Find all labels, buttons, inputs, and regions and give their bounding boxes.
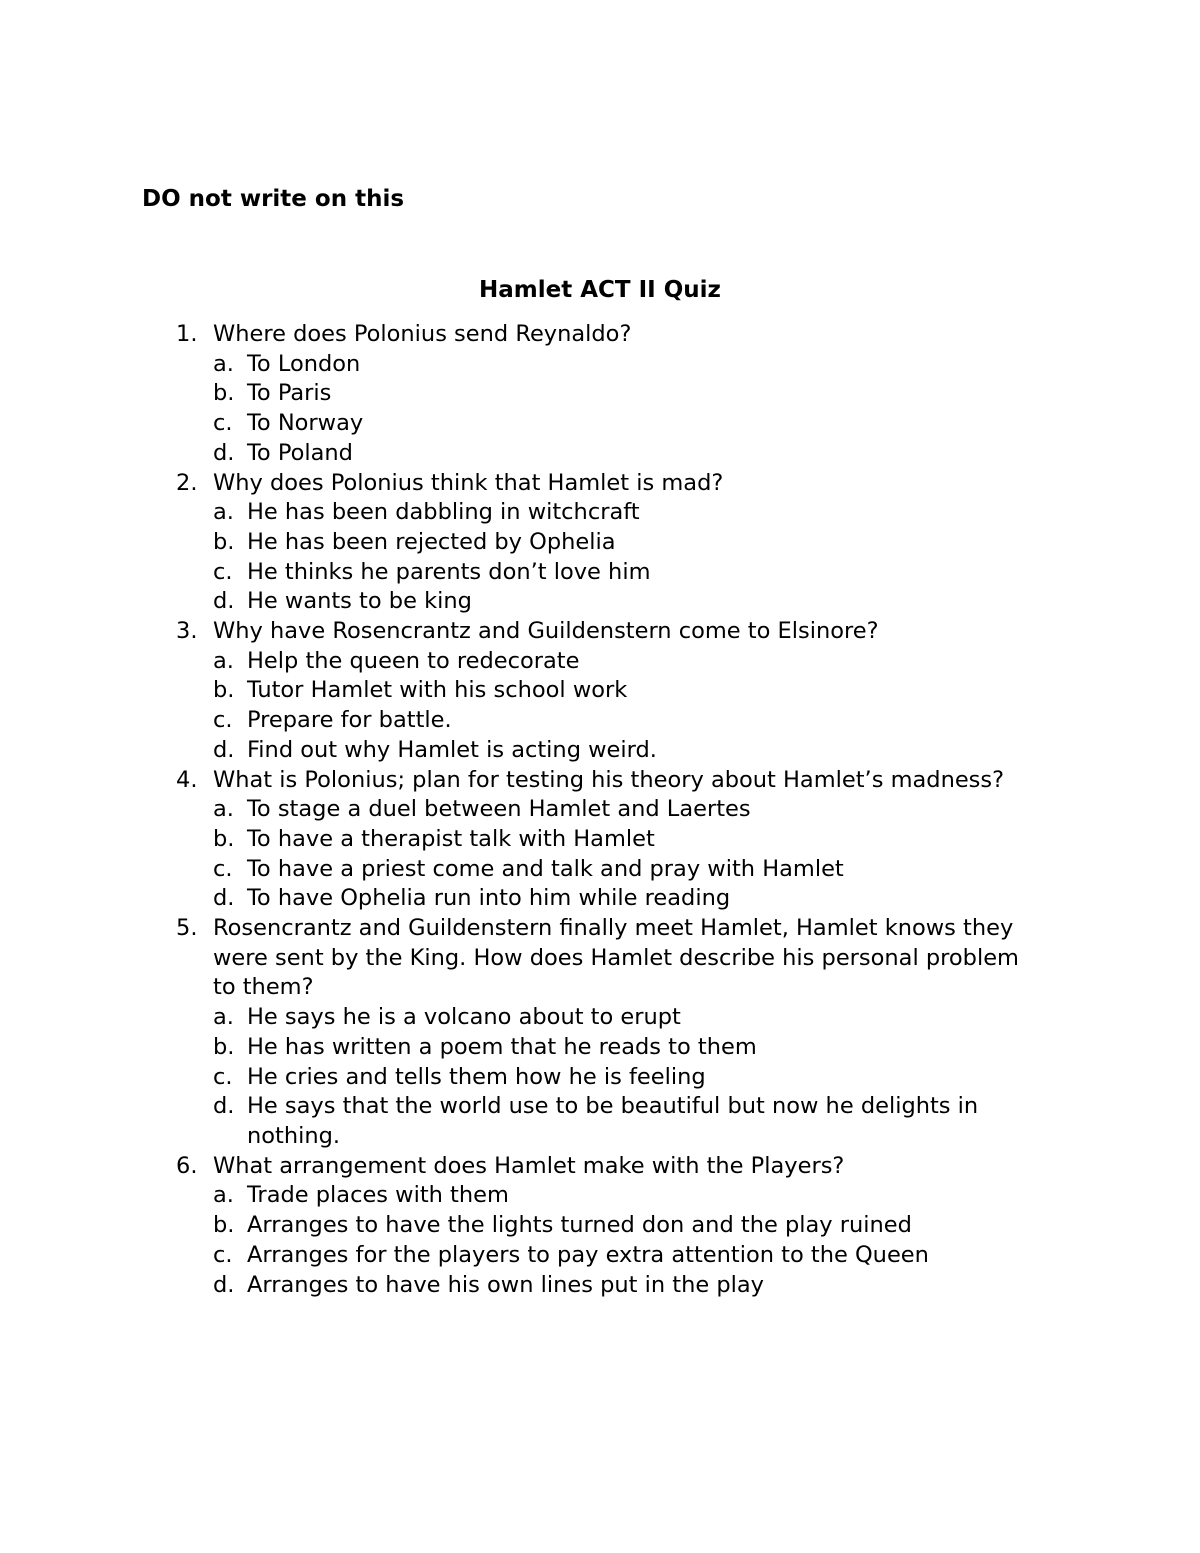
option-letter: b. — [213, 825, 235, 852]
question-row — [0, 766, 1200, 796]
option-letter: d. — [213, 885, 235, 912]
option-letter: b. — [213, 1033, 235, 1060]
option-text: To have Ophelia run into him while reading — [247, 885, 731, 912]
question-number: 5. — [176, 915, 198, 942]
option-text: To have a priest come and talk and pray with Hamlet — [247, 855, 844, 882]
question-item — [0, 617, 1200, 766]
question-number: 4. — [176, 766, 198, 793]
option-text: Arranges to have the lights turned don and the play ruined — [247, 1212, 912, 1239]
question-text: Why have Rosencrantz and Guildenstern come to Elsinore? — [213, 618, 879, 645]
option-letter: a. — [213, 647, 234, 674]
option-letter: b. — [213, 1212, 235, 1239]
answer-option — [0, 1063, 1200, 1093]
question-item — [0, 766, 1200, 915]
answer-option — [0, 587, 1200, 617]
option-text: Prepare for battle. — [247, 707, 452, 734]
option-text: He thinks he parents don’t love him — [247, 558, 651, 585]
option-text: Trade places with them — [247, 1182, 509, 1209]
option-text: Find out why Hamlet is acting weird. — [247, 736, 657, 763]
question-number: 6. — [176, 1152, 198, 1179]
option-text: He cries and tells them how he is feeling — [247, 1063, 706, 1090]
question-item — [0, 914, 1200, 1152]
answer-option — [0, 498, 1200, 528]
option-letter: c. — [213, 855, 233, 882]
option-text: To London — [247, 350, 361, 377]
do-not-write-notice: DO not write on this — [142, 186, 405, 212]
answer-option — [0, 350, 1200, 380]
option-letter: a. — [213, 1182, 234, 1209]
question-text: Rosencrantz and Guildenstern finally meet Hamlet, Hamlet knows they — [213, 915, 1014, 942]
option-letter: d. — [213, 588, 235, 615]
question-list — [0, 320, 1200, 1300]
option-text: Tutor Hamlet with his school work — [247, 677, 628, 704]
option-letter: b. — [213, 677, 235, 704]
option-letter: c. — [213, 1063, 233, 1090]
question-text: What arrangement does Hamlet make with the Players? — [213, 1152, 845, 1179]
answer-option — [0, 676, 1200, 706]
question-row — [0, 617, 1200, 647]
answer-option — [0, 379, 1200, 409]
option-letter: d. — [213, 1271, 235, 1298]
option-text: To have a therapist talk with Hamlet — [247, 825, 655, 852]
answer-option — [0, 855, 1200, 885]
question-item — [0, 469, 1200, 618]
question-text: were sent by the King. How does Hamlet describe his personal problem — [213, 944, 1019, 971]
answer-option — [0, 1092, 1200, 1151]
option-letter: d. — [213, 1093, 235, 1120]
question-number: 2. — [176, 469, 198, 496]
answer-option — [0, 1003, 1200, 1033]
option-letter: a. — [213, 499, 234, 526]
answer-option — [0, 1271, 1200, 1301]
option-text: To Poland — [247, 439, 353, 466]
question-text: to them? — [213, 974, 314, 1001]
answer-option — [0, 1211, 1200, 1241]
option-text: To stage a duel between Hamlet and Laertes — [247, 796, 751, 823]
option-letter: c. — [213, 707, 233, 734]
option-text: He has been rejected by Ophelia — [247, 528, 616, 555]
option-text: To Paris — [247, 380, 332, 407]
option-text: Arranges to have his own lines put in the play — [247, 1271, 764, 1298]
quiz-title: Hamlet ACT II Quiz — [479, 277, 721, 303]
answer-option — [0, 647, 1200, 677]
option-letter: d. — [213, 439, 235, 466]
question-row — [0, 320, 1200, 350]
question-number: 3. — [176, 618, 198, 645]
answer-option — [0, 795, 1200, 825]
answer-option — [0, 825, 1200, 855]
answer-option — [0, 736, 1200, 766]
option-text: To Norway — [247, 410, 364, 437]
answer-option — [0, 706, 1200, 736]
answer-option — [0, 1181, 1200, 1211]
option-letter: c. — [213, 410, 233, 437]
answer-option — [0, 409, 1200, 439]
option-letter: a. — [213, 350, 234, 377]
question-text: Where does Polonius send Reynaldo? — [213, 321, 632, 347]
option-text: He has been dabbling in witchcraft — [247, 499, 640, 526]
option-letter: c. — [213, 1241, 233, 1268]
question-text: Why does Polonius think that Hamlet is mad? — [213, 469, 724, 496]
option-text: He says that the world use to be beautiful but now he delights in — [247, 1093, 979, 1120]
option-text: He has written a poem that he reads to them — [247, 1033, 757, 1060]
question-item — [0, 320, 1200, 469]
option-text: He says he is a volcano about to erupt — [247, 1004, 681, 1031]
option-letter: c. — [213, 558, 233, 585]
option-letter: d. — [213, 736, 235, 763]
answer-option — [0, 1033, 1200, 1063]
option-letter: a. — [213, 796, 234, 823]
question-number: 1. — [176, 321, 198, 347]
question-row — [0, 914, 1200, 1003]
answer-option — [0, 439, 1200, 469]
option-letter: a. — [213, 1004, 234, 1031]
option-text: He wants to be king — [247, 588, 472, 615]
answer-option — [0, 1241, 1200, 1271]
question-row — [0, 469, 1200, 499]
answer-option — [0, 558, 1200, 588]
option-text: Arranges for the players to pay extra attention to the Queen — [247, 1241, 929, 1268]
option-letter: b. — [213, 380, 235, 407]
question-row — [0, 1152, 1200, 1182]
answer-option — [0, 884, 1200, 914]
question-text: What is Polonius; plan for testing his theory about Hamlet’s madness? — [213, 766, 1005, 793]
option-text: nothing. — [247, 1122, 341, 1149]
option-text: Help the queen to redecorate — [247, 647, 580, 674]
question-item — [0, 1152, 1200, 1301]
answer-option — [0, 528, 1200, 558]
option-letter: b. — [213, 528, 235, 555]
